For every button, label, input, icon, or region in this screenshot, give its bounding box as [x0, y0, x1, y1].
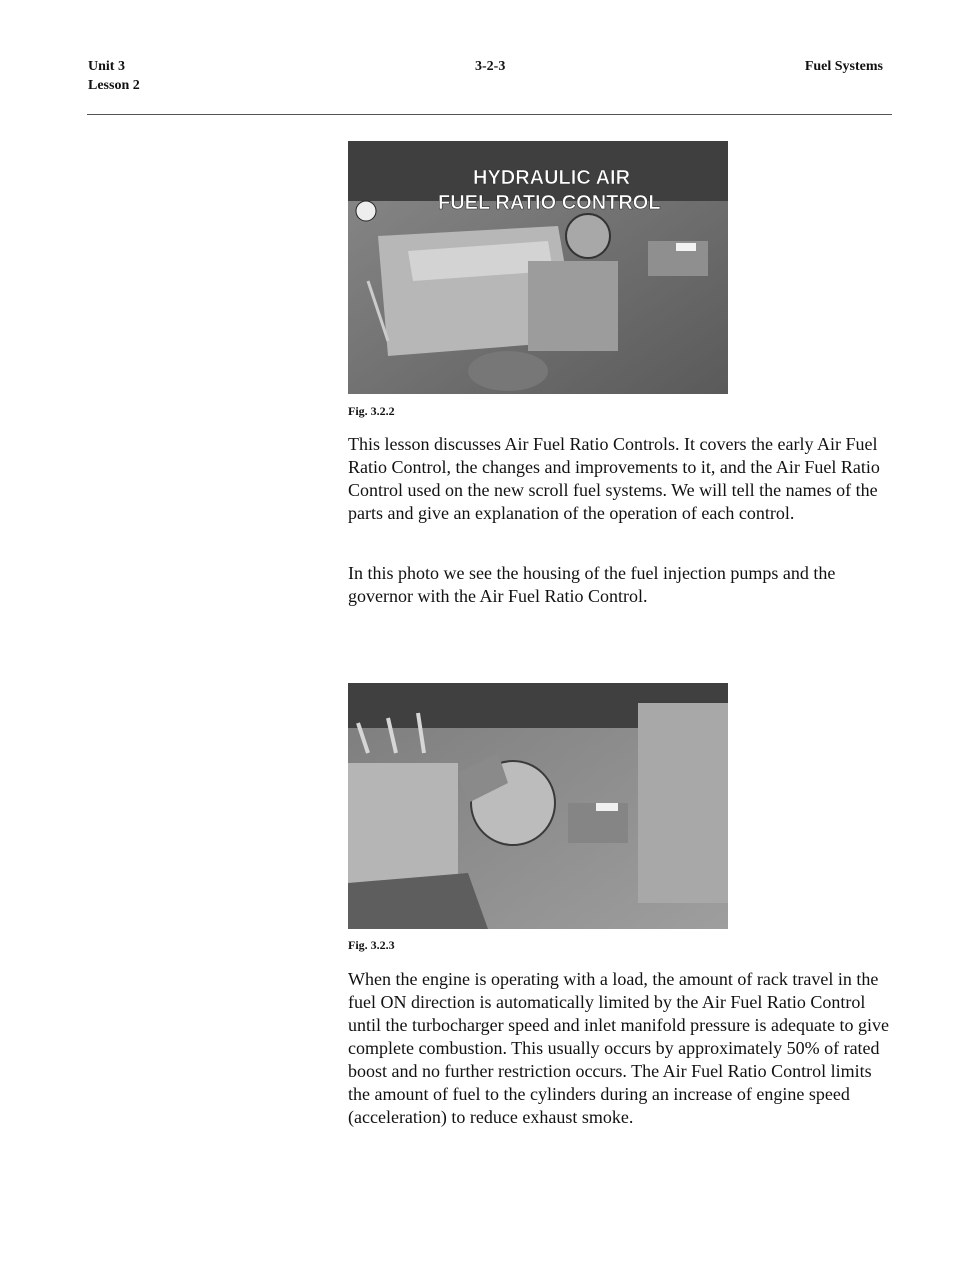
- figure-overlay-line: FUEL RATIO CONTROL: [438, 192, 661, 214]
- body-paragraph: In this photo we see the housing of the fuel injection pumps and the governor with the Air Fuel Ratio Control.: [348, 563, 836, 606]
- body-paragraph: This lesson discusses Air Fuel Ratio Controls. It covers the early Air Fuel Ratio Control, the changes and improvements to it, and the Air Fuel Ratio Control used on the new scroll fuel systems. We will tell the names of the parts and give an explanation of the operation of each control.: [348, 434, 880, 523]
- header-divider: [87, 114, 892, 115]
- figure-photo-fuel-pump-housing: [348, 141, 728, 394]
- header-section-title: Fuel Systems: [804, 59, 883, 74]
- figure-overlay-line: HYDRAULIC AIR: [473, 167, 631, 189]
- header-lesson: Lesson 2: [88, 78, 140, 93]
- figure-caption: Fig. 3.2.3: [348, 938, 395, 952]
- figure-caption: Fig. 3.2.2: [348, 404, 395, 418]
- figure-photo-governor-closeup: [348, 683, 728, 929]
- body-paragraph: When the engine is operating with a load, the amount of rack travel in the fuel ON direction is automatically limited by the Air Fuel Ratio Control until the turbocharger speed and inlet manifold pressure is adequate to give complete combustion. This usually occurs by approximately 50% of rated boost and no further restriction occurs. The Air Fuel Ratio Control limits the amount of fuel to the cylinders during an increase of engine speed (acceleration) to reduce exhaust smoke.: [348, 969, 890, 1127]
- header-unit: Unit 3: [88, 59, 125, 74]
- header-page-number: 3-2-3: [475, 59, 506, 74]
